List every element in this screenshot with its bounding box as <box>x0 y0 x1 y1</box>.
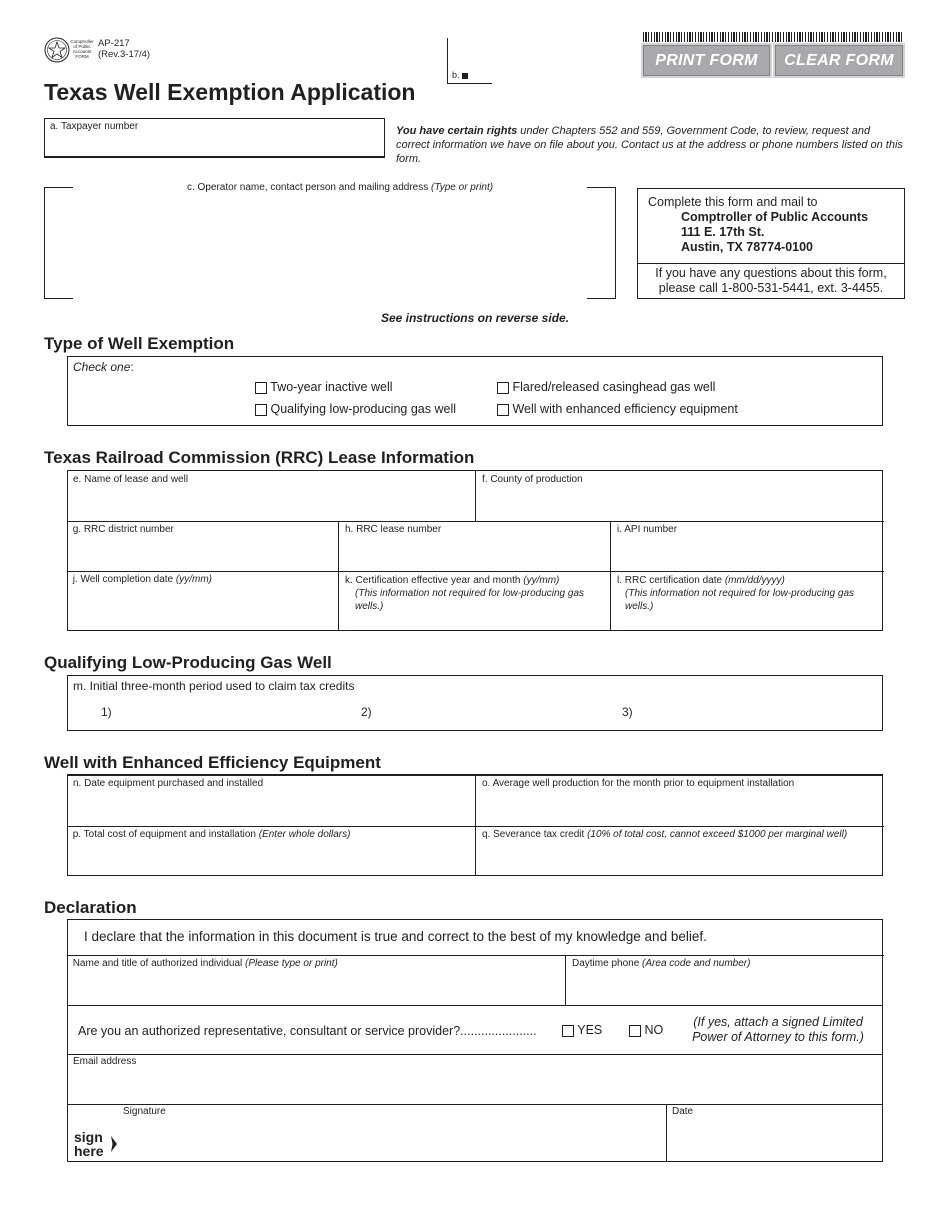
rrc-heading: Texas Railroad Commission (RRC) Lease Information <box>44 448 475 467</box>
rep-no-checkbox[interactable] <box>629 1025 641 1037</box>
equipment-cost-label: p. Total cost of equipment and installation (Enter whole dollars) <box>72 829 351 840</box>
average-production-field[interactable] <box>475 776 883 826</box>
mail-to-box <box>637 188 905 299</box>
operator-bracket-left <box>44 187 73 299</box>
rrc-district-label: g. RRC district number <box>72 524 174 535</box>
rep-note <box>680 1015 876 1045</box>
operator-address-field[interactable] <box>44 182 616 299</box>
rep-no-option[interactable]: NO <box>629 1023 663 1037</box>
field-b-label: b. <box>452 70 468 80</box>
certification-effective-label: k. Certification effective year and month (yy/mm) (This information not required for low-producing gas wells.) <box>345 574 611 613</box>
rrc-district-field[interactable] <box>67 521 339 571</box>
operator-bracket-right <box>587 187 616 299</box>
questions-line: If you have any questions about this form, <box>655 266 887 280</box>
low-producing-heading: Qualifying Low-Producing Gas Well <box>44 653 332 672</box>
well-completion-date-label: j. Well completion date (yy/mm) <box>72 574 213 585</box>
seal-text-line: FORM <box>75 54 89 59</box>
seal-text-line: Accounts <box>72 49 92 54</box>
three-month-period-label: m. Initial three-month period used to claim tax credits <box>73 679 355 693</box>
daytime-phone-label: Daytime phone (Area code and number) <box>572 958 751 969</box>
comptroller-seal <box>44 37 94 62</box>
form-id <box>98 38 150 60</box>
enhanced-table <box>67 774 883 876</box>
taxpayer-number-field[interactable] <box>44 118 385 158</box>
option-low-producing-gas[interactable]: Qualifying low-producing gas well <box>255 402 456 416</box>
field-b[interactable] <box>447 38 492 84</box>
instructions-note: See instructions on reverse side. <box>380 311 570 325</box>
rights-notice <box>396 124 906 166</box>
equipment-date-field[interactable] <box>68 776 475 826</box>
signature-field[interactable] <box>68 1104 666 1162</box>
operator-label: c. Operator name, contact person and mailing address (Type or print) <box>187 182 494 193</box>
county-field[interactable] <box>475 471 883 521</box>
rrc-lease-number-field[interactable] <box>338 521 611 571</box>
county-label: f. County of production <box>482 474 583 485</box>
period-3-field[interactable]: 3) <box>622 705 633 719</box>
certification-effective-note: (This information not required for low-producing gas wells.) <box>355 588 584 612</box>
api-number-label: i. API number <box>617 524 678 535</box>
signature-label: Signature <box>123 1106 166 1117</box>
authorized-rep-row <box>68 1005 883 1055</box>
equipment-date-label: n. Date equipment purchased and installed <box>73 778 264 789</box>
mail-to-intro: Complete this form and mail to <box>648 195 818 209</box>
mail-to-line: Austin, TX 78774-0100 <box>681 240 814 254</box>
print-form-button[interactable]: PRINT FORM <box>641 43 772 78</box>
lease-well-name-label: e. Name of lease and well <box>73 474 189 485</box>
daytime-phone-field[interactable] <box>565 955 884 1005</box>
enhanced-heading: Well with Enhanced Efficiency Equipment <box>44 753 381 772</box>
severance-tax-credit-label: q. Severance tax credit (10% of total cost, cannot exceed $1000 per marginal well) <box>482 829 848 840</box>
equipment-cost-field[interactable] <box>67 826 476 876</box>
form-revision: (Rev.3-17/4) <box>98 49 151 60</box>
rep-yes-option[interactable]: YES <box>562 1023 602 1037</box>
seal-text-line: Comptroller <box>70 39 94 44</box>
rights-bold: You have certain rights <box>396 125 518 137</box>
field-b-marker-icon <box>462 73 468 79</box>
rights-text: under Chapters 552 and 559, Government Code, to review, request and correct information we have on file about you. Contact us at the address or phone numbers listed on this form. <box>396 125 903 165</box>
period-2-field[interactable]: 2) <box>361 705 372 719</box>
email-field[interactable] <box>68 1054 883 1104</box>
questions-contact <box>638 266 904 296</box>
check-one-label: Check one: <box>73 360 134 374</box>
rep-note-line: (If yes, attach a signed Limited <box>693 1015 863 1029</box>
authorized-name-label: Name and title of authorized individual (Please type or print) <box>72 958 338 969</box>
sign-here-marker: sign here <box>74 1129 104 1159</box>
date-field[interactable] <box>666 1104 883 1162</box>
mail-to-line: 111 E. 17th St. <box>681 225 765 239</box>
average-production-label: o. Average well production for the month prior to equipment installation <box>482 778 795 789</box>
declaration-box <box>67 919 883 1162</box>
rrc-certification-date-field[interactable] <box>610 571 884 631</box>
option-two-year-inactive[interactable]: Two-year inactive well <box>255 380 393 394</box>
option-flared-casinghead[interactable]: Flared/released casinghead gas well <box>497 380 715 394</box>
declaration-statement: I declare that the information in this document is true and correct to the best of my knowledge and belief. <box>84 929 707 944</box>
api-number-field[interactable] <box>610 521 884 571</box>
page-title: Texas Well Exemption Application <box>44 79 416 105</box>
rrc-lease-number-label: h. RRC lease number <box>345 524 442 535</box>
rrc-table <box>67 470 883 631</box>
exemption-heading: Type of Well Exemption <box>44 334 235 353</box>
mail-to-line: Comptroller of Public Accounts <box>681 210 869 224</box>
seal-text <box>70 39 94 59</box>
option-enhanced-efficiency[interactable]: Well with enhanced efficiency equipment <box>497 402 738 416</box>
severance-tax-credit-field[interactable] <box>475 826 884 876</box>
flared-casinghead-checkbox[interactable] <box>497 382 509 394</box>
email-label: Email address <box>73 1056 137 1067</box>
low-producing-gas-checkbox[interactable] <box>255 404 267 416</box>
form-number: AP-217 <box>98 38 130 49</box>
rrc-certification-date-label: l. RRC certification date (mm/dd/yyyy) (This information not required for low-producing gas wells.) <box>617 574 884 613</box>
certification-effective-field[interactable] <box>338 571 611 631</box>
authorized-rep-question: Are you an authorized representative, consultant or service provider?...................... <box>78 1024 537 1038</box>
questions-line: please call 1-800-531-5441, ext. 3-4455. <box>658 281 884 295</box>
well-completion-date-field[interactable] <box>67 571 339 631</box>
exemption-box <box>67 356 883 426</box>
star-seal-icon <box>44 37 70 63</box>
rep-yes-checkbox[interactable] <box>562 1025 574 1037</box>
taxpayer-number-label: a. Taxpayer number <box>50 121 139 132</box>
mail-to-address <box>648 195 868 255</box>
authorized-name-field[interactable] <box>67 955 566 1005</box>
period-1-field[interactable]: 1) <box>101 705 112 719</box>
clear-form-button[interactable]: CLEAR FORM <box>773 43 905 78</box>
lease-well-name-field[interactable] <box>68 471 475 521</box>
mail-to-divider <box>638 263 904 264</box>
date-label: Date <box>672 1106 694 1117</box>
enhanced-efficiency-checkbox[interactable] <box>497 404 509 416</box>
two-year-inactive-checkbox[interactable] <box>255 382 267 394</box>
rep-note-line: Power of Attorney to this form.) <box>692 1030 864 1044</box>
declaration-heading: Declaration <box>44 898 137 917</box>
sign-arrow-icon <box>110 1136 118 1152</box>
barcode <box>643 32 903 42</box>
seal-text-line: of Public <box>73 44 91 49</box>
rrc-certification-note: (This information not required for low-producing gas wells.) <box>625 588 854 612</box>
low-producing-box <box>67 675 883 731</box>
